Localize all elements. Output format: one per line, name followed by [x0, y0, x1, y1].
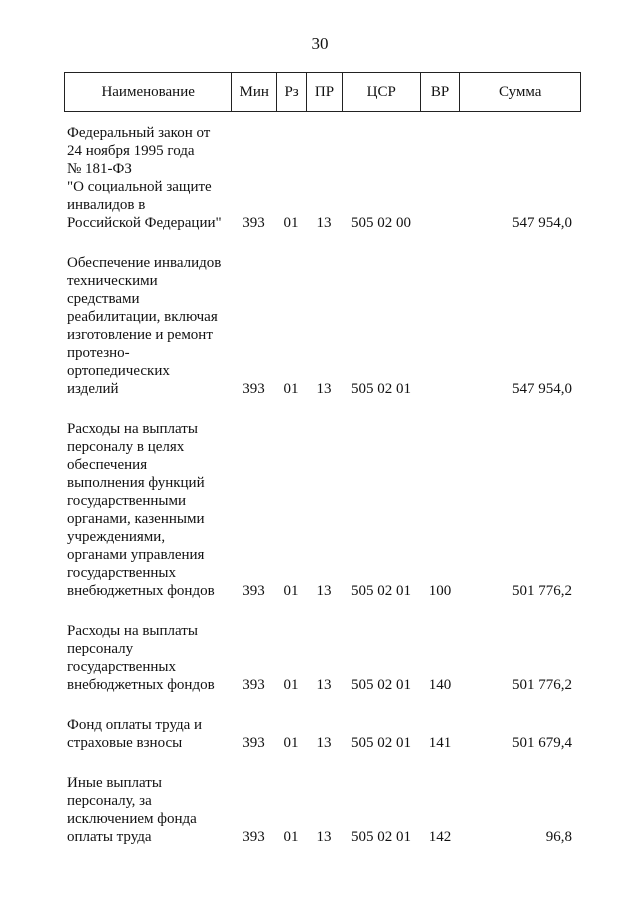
row-vr: 141 — [428, 735, 452, 751]
row-csr: 505 02 01 — [351, 381, 411, 397]
row-min: 393 — [242, 677, 265, 693]
row-min: 393 — [242, 215, 265, 231]
row-csr: 505 02 01 — [351, 583, 411, 599]
header-sum: Сумма — [459, 73, 580, 111]
row-rz: 01 — [283, 583, 299, 599]
row-name: Федеральный закон от 24 ноября 1995 года № 181-ФЗ "О социальной защите инвалидов в Российской Федерации" — [67, 125, 222, 231]
row-sum: 547 954,0 — [512, 381, 572, 397]
row-min: 393 — [242, 735, 265, 751]
table-row — [64, 774, 581, 846]
page-number: 30 — [311, 34, 329, 53]
row-vr: 140 — [428, 677, 452, 693]
row-rz: 01 — [283, 735, 299, 751]
table-row — [64, 716, 581, 752]
table-row — [64, 124, 581, 232]
header-name: Наименование — [101, 83, 195, 100]
row-rz: 01 — [283, 677, 299, 693]
row-csr: 505 02 01 — [351, 735, 411, 751]
header-rz: Рз — [276, 73, 306, 111]
row-name: Фонд оплаты труда и страховые взносы — [67, 717, 203, 751]
row-pr: 13 — [316, 735, 332, 751]
row-name: Расходы на выплаты персоналу государственных внебюджетных фондов — [67, 623, 215, 693]
row-pr: 13 — [316, 583, 332, 599]
row-rz: 01 — [283, 829, 299, 845]
row-name: Иные выплаты персоналу, за исключением фонда оплаты труда — [67, 775, 197, 845]
row-min: 393 — [242, 583, 265, 599]
row-min: 393 — [242, 381, 265, 397]
table-body — [64, 124, 581, 862]
table-header — [64, 72, 581, 112]
row-pr: 13 — [316, 677, 332, 693]
row-pr: 13 — [316, 381, 332, 397]
row-csr: 505 02 01 — [351, 829, 411, 845]
row-name: Обеспечение инвалидов техническими средствами реабилитации, включая изготовление и ремонт протезно- ортопедических изделий — [67, 255, 222, 397]
header-min: Мин — [231, 73, 276, 111]
row-sum: 96,8 — [545, 829, 572, 845]
row-min: 393 — [242, 829, 265, 845]
table-row — [64, 420, 581, 600]
row-pr: 13 — [316, 829, 332, 845]
row-sum: 501 679,4 — [512, 735, 572, 751]
row-csr: 505 02 00 — [351, 215, 411, 231]
row-rz: 01 — [283, 381, 299, 397]
row-pr: 13 — [316, 215, 332, 231]
header-vr: ВР — [420, 73, 460, 111]
row-csr: 505 02 01 — [351, 677, 411, 693]
row-sum: 501 776,2 — [512, 583, 572, 599]
header-pr: ПР — [306, 73, 342, 111]
row-vr: 142 — [428, 829, 452, 845]
row-rz: 01 — [283, 215, 299, 231]
row-sum: 501 776,2 — [512, 677, 572, 693]
row-sum: 547 954,0 — [512, 215, 572, 231]
row-vr: 100 — [428, 583, 452, 599]
table-row — [64, 622, 581, 694]
row-name: Расходы на выплаты персоналу в целях обеспечения выполнения функций государственными органами, казенными учреждениями, органами управления государственных внебюджетных фондов — [67, 421, 215, 599]
header-csr: ЦСР — [342, 73, 420, 111]
table-row — [64, 254, 581, 398]
